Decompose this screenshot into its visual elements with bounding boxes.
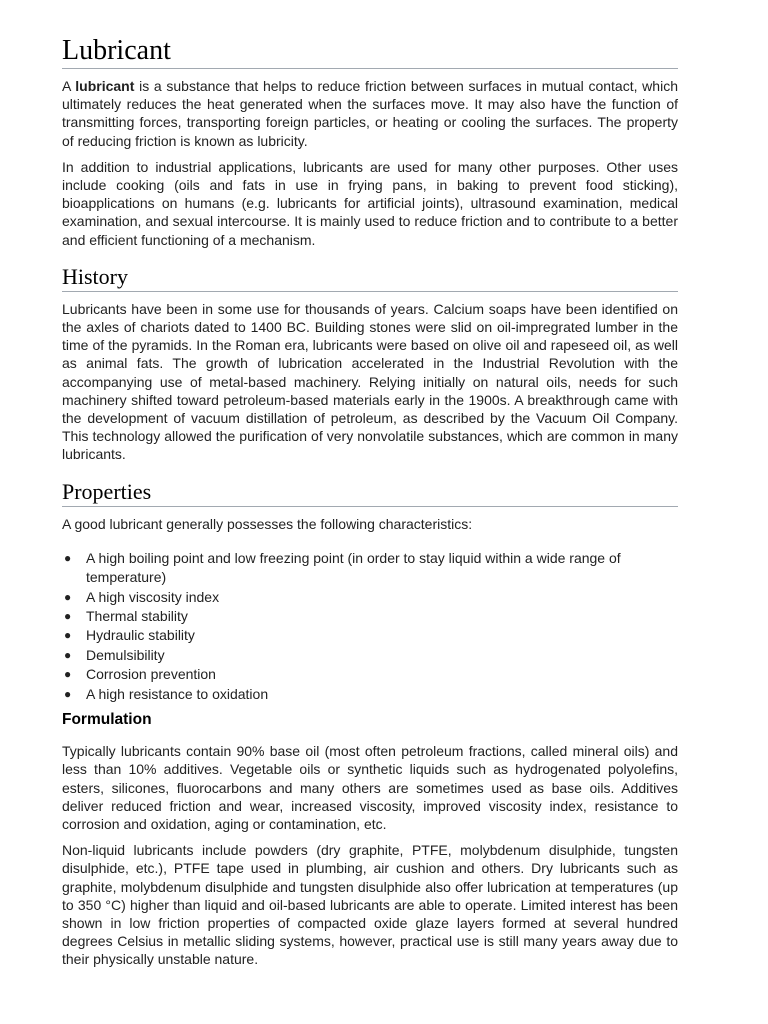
list-item: ● Thermal stability: [86, 607, 678, 626]
bullet-icon: ●: [64, 550, 72, 565]
list-item: ● A high boiling point and low freezing point (in order to stay liquid within a wide range of temperature): [64, 549, 621, 586]
list-item: ● Hydraulic stability: [86, 626, 678, 645]
bullet-icon: ●: [64, 647, 72, 662]
intro-term: lubricant: [75, 78, 135, 94]
bullet-icon: ●: [64, 609, 72, 624]
intro-rest: is a substance that helps to reduce friction between surfaces in mutual contact, which ultimately reduces the heat generated when the surfaces move. It may also have the function of transmitting forces, transporting foreign particles, or heating or cooling the surfaces. The property of reducing friction is known as lubricity.: [62, 78, 678, 149]
history-heading: History: [62, 263, 678, 292]
properties-intro: A good lubricant generally possesses the following characteristics:: [62, 515, 473, 532]
properties-list: [62, 549, 678, 704]
bullet-icon: ●: [64, 589, 72, 604]
bullet-icon: ●: [64, 628, 72, 643]
list-item: ● A high resistance to oxidation: [86, 685, 678, 704]
list-item: ● Demulsibility: [86, 646, 678, 665]
list-item: ● Corrosion prevention: [86, 665, 678, 684]
article: [62, 34, 678, 977]
formulation-heading: Formulation: [62, 711, 152, 729]
intro-lead: A: [62, 78, 76, 94]
formulation-paragraph-2: Non-liquid lubricants include powders (dry graphite, PTFE, molybdenum disulphide, tungsten disulphide, etc.), PTFE tape used in plumbing, air cushion and others. Dry lubricants such as graphite, molybdenum disulphide and tungsten disulphide also offer lubrication at temperatures (up to 350 °C) higher than liquid and oil-based lubricants are able to operate. Limited interest has been shown in low friction properties of compacted oxide glaze layers formed at several hundred degrees Celsius in metallic sliding systems, however, practical use is still many years away due to their physically unstable nature.: [62, 842, 678, 968]
page-title: Lubricant: [62, 34, 678, 69]
intro-paragraph-2: In addition to industrial applications, lubricants are used for many other purposes. Other uses include cooking (oils and fats in use in frying pans, in baking to prevent food sticking), bioapplications on humans (e.g. lubricants for artificial joints), ultrasound examination, medical examination, and sexual intercourse. It is mainly used to reduce friction and to contribute to a better and efficient functioning of a mechanism.: [62, 158, 678, 248]
list-item: ● A high viscosity index: [86, 588, 678, 607]
bullet-icon: ●: [64, 686, 72, 701]
bullet-icon: ●: [64, 667, 72, 682]
properties-heading: Properties: [62, 478, 678, 507]
intro-paragraph-1: [62, 77, 678, 150]
history-paragraph: Lubricants have been in some use for thousands of years. Calcium soaps have been identified on the axles of chariots dated to 1400 BC. Building stones were slid on oil-impregrated lumber in the time of the pyramids. In the Roman era, lubricants were based on olive oil and rapeseed oil, as well as animal fats. The growth of lubrication accelerated in the Industrial Revolution with the accompanying use of metal-based machinery. Relying initially on natural oils, needs for such machinery shifted toward petroleum-based materials early in the 1900s. A breakthrough came with the development of vacuum distillation of petroleum, as described by the Vacuum Oil Company. This technology allowed the purification of very nonvolatile substances, which are common in many lubricants.: [62, 300, 678, 463]
formulation-paragraph-1: Typically lubricants contain 90% base oil (most often petroleum fractions, called mineral oils) and less than 10% additives. Vegetable oils or synthetic liquids such as hydrogenated polyolefins, esters, silicones, fluorocarbons and many others are sometimes used as base oils. Additives deliver reduced friction and wear, increased viscosity, improved viscosity index, resistance to corrosion and oxidation, aging or contamination, etc.: [62, 743, 678, 832]
